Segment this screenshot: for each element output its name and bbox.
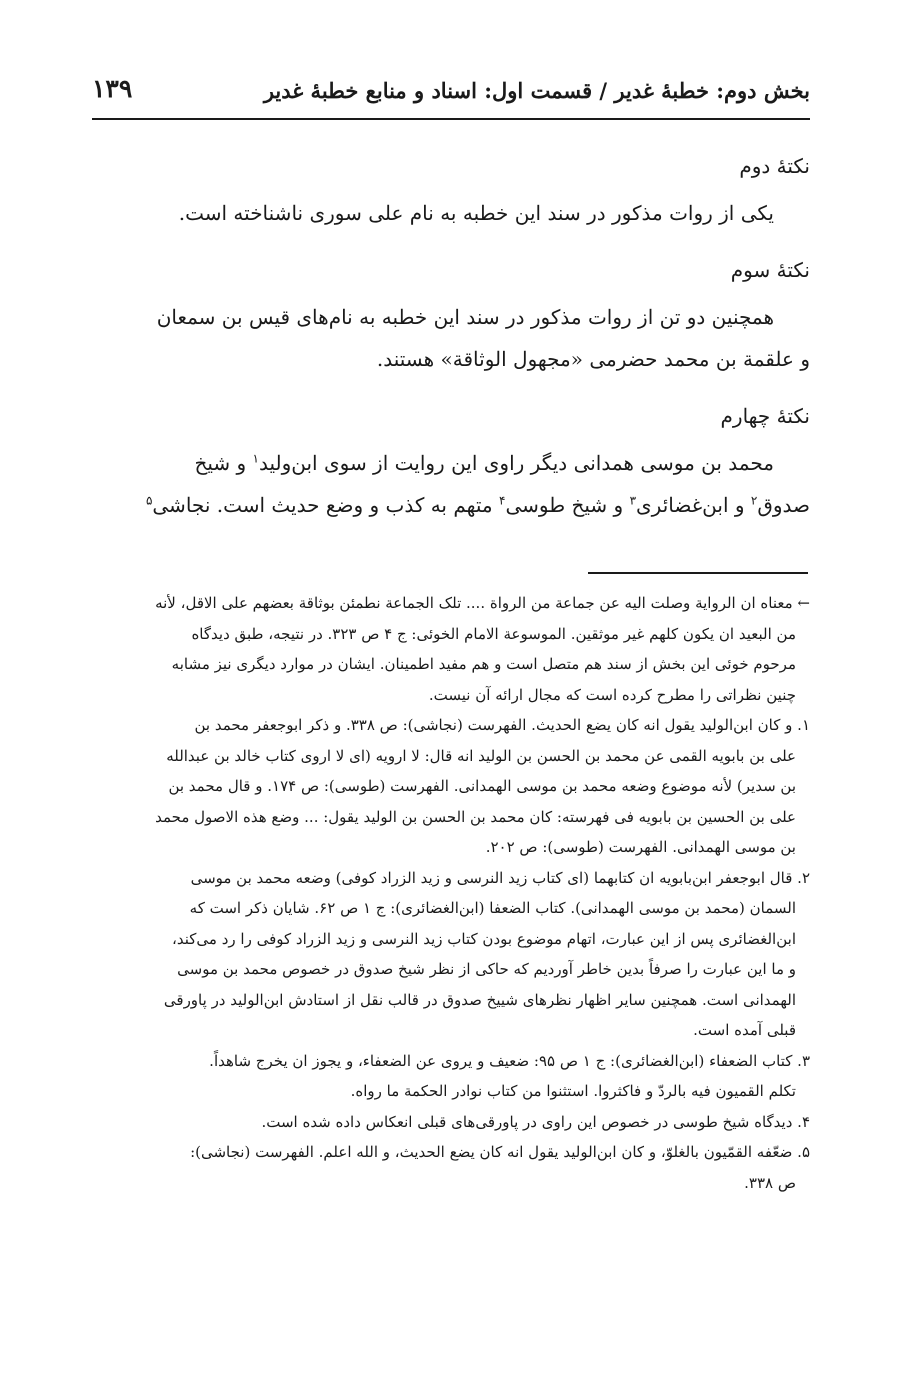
note-4	[92, 400, 810, 526]
footnote-line: ص ۳۳۸.	[744, 1173, 796, 1192]
text-run: متهم به کذب و وضع حدیث است. نجاشی	[152, 493, 499, 517]
footnote-line: علی بن الحسین بن بابویه فی فهرسته: کان محمد بن الحسن بن الولید یقول: ... وضع هذه الاصول محمد	[155, 807, 796, 826]
text-run: و شیخ	[194, 451, 253, 475]
footnote-continued	[92, 588, 810, 710]
paragraph-line: یکی از روات مذکور در سند این خطبه به نام علی سوری ناشناخته است.	[178, 201, 774, 225]
footnote-5	[92, 1137, 810, 1198]
footnote-line: مرحوم خوئی این بخش از سند هم متصل است و هم مفید اطمینان. ایشان در موارد دیگری نیز مشابه	[171, 655, 796, 673]
footnote-separator	[588, 572, 808, 574]
note-paragraph	[92, 192, 810, 234]
note-heading: نکتهٔ سوم	[730, 258, 810, 282]
footnote-line: من البعید ان یکون کلهم غیر موثقین. الموسوعة الامام الخوئی: ج ۴ ص ۳۲۳. در نتیجه، طبق دیدگاه	[191, 624, 796, 643]
footnote-ref-5[interactable]: ۵	[145, 493, 153, 508]
text-run: و شیخ طوسی	[505, 493, 630, 517]
footnote-line: بن موسی الهمدانی. الفهرست (طوسی): ص ۲۰۲.	[485, 838, 796, 856]
text-run: محمد بن موسی همدانی دیگر راوی این روایت از سوی ابن‌ولید	[258, 451, 774, 475]
footnote-line: ۲. قال ابوجعفر ابن‌بابویه ان کتابهما (ای کتاب زید النرسی و زید الزراد کوفی) وضعه محمد بن موسی	[190, 868, 810, 887]
running-header	[92, 72, 810, 120]
header-title: بخش دوم: خطبهٔ غدیر / قسمت اول: اسناد و منابع خطبهٔ غدیر	[263, 78, 810, 103]
footnote-line: بن سدیر) لأنه موضوع وضعه محمد بن موسی الهمدانی. الفهرست (طوسی): ص ۱۷۴. و قال محمد بن	[168, 777, 796, 795]
text-run: صدوق	[757, 493, 810, 517]
footnote-line: ۳. کتاب الضعفاء (ابن‌الغضائری): ج ۱ ص ۹۵: ضعیف و یروی عن الضعفاء، و یجوز ان یخرج شاهداً.	[209, 1051, 810, 1070]
footnote-line: ۴. دیدگاه شیخ طوسی در خصوص این راوی در پاورقی‌های قبلی انعکاس داده شده است.	[261, 1112, 810, 1131]
paragraph-line	[92, 484, 810, 526]
footnote-ref-2[interactable]: ۲	[750, 493, 758, 508]
footnote-4	[92, 1107, 810, 1138]
footnote-line: قبلی آمده است.	[693, 1021, 796, 1039]
footnote-ref-1[interactable]: ۱	[252, 451, 259, 466]
footnote-1	[92, 710, 810, 863]
page-number: ۱۳۹	[92, 74, 133, 103]
footnote-line: ← معناه ان الروایة وصلت الیه عن جماعة من الرواة .... تلک الجماعة نطمئن بوثاقة بعضهم علی الاقل، لأنه	[155, 594, 810, 612]
note-paragraph	[92, 296, 810, 380]
footnote-line: السمان (محمد بن موسی الهمدانی). کتاب الضعفا (ابن‌الغضائری): ج ۱ ص ۶۲. شایان ذکر است که	[189, 899, 796, 917]
paragraph-line: و علقمة بن محمد حضرمی «مجهول الوثاقة» هستند.	[376, 347, 810, 371]
footnote-3	[92, 1046, 810, 1107]
footnote-line: تکلم القمیون فیه بالردّ و فاکثروا. استثنوا من کتاب نوادر الحکمة ما رواه.	[350, 1082, 796, 1100]
main-text	[92, 150, 810, 546]
footnote-line: ابن‌الغضائری پس از این عبارت، اتهام موضوع بودن کتاب زید النرسی و زید الزراد کوفی را رد می‌کند،	[172, 929, 796, 948]
footnote-line: الهمدانی است. همچنین سایر اظهار نظرهای شییخ صدوق در قالب نقل از استادش ابن‌الولید در پاورقی	[163, 990, 796, 1009]
note-heading: نکتهٔ دوم	[739, 154, 810, 178]
note-3	[92, 254, 810, 380]
footnotes	[92, 588, 810, 1198]
footnote-ref-4[interactable]: ۴	[498, 493, 506, 508]
note-paragraph	[92, 442, 810, 526]
footnote-line: چنین نظراتی را مطرح کرده است که مجال ارائه آن نیست.	[428, 685, 796, 704]
footnote-line: ۱. و کان ابن‌الولید یقول انه کان یضع الحدیث. الفهرست (نجاشی): ص ۳۳۸. و ذکر ابوجعفر محمد بن	[194, 716, 810, 734]
footnote-line: ۵. ضعّفه القمّیون بالغلوّ، و کان ابن‌الولید یقول انه کان یضع الحدیث، و الله اعلم. الفهرست (نجاشی):	[190, 1143, 810, 1161]
text-run: و ابن‌غضائری	[636, 493, 751, 517]
note-2	[92, 150, 810, 234]
paragraph-line	[92, 442, 810, 484]
footnote-line: و ما این عبارت را صرفاً بدین خاطر آوردیم که حاکی از نظر شیخ صدوق در خصوص محمد بن موسی	[177, 960, 796, 978]
footnote-2	[92, 863, 810, 1046]
footnote-line: علی بن بابویه القمی عن محمد بن الحسن بن الولید انه قال: لا ارویه (ای لا اروی کتاب خالد بن عبدالله	[166, 746, 796, 765]
paragraph-line: همچنین دو تن از روات مذکور در سند این خطبه به نام‌های قیس بن سمعان	[156, 305, 774, 329]
note-heading: نکتهٔ چهارم	[720, 404, 810, 428]
footnote-ref-3[interactable]: ۳	[629, 493, 637, 508]
